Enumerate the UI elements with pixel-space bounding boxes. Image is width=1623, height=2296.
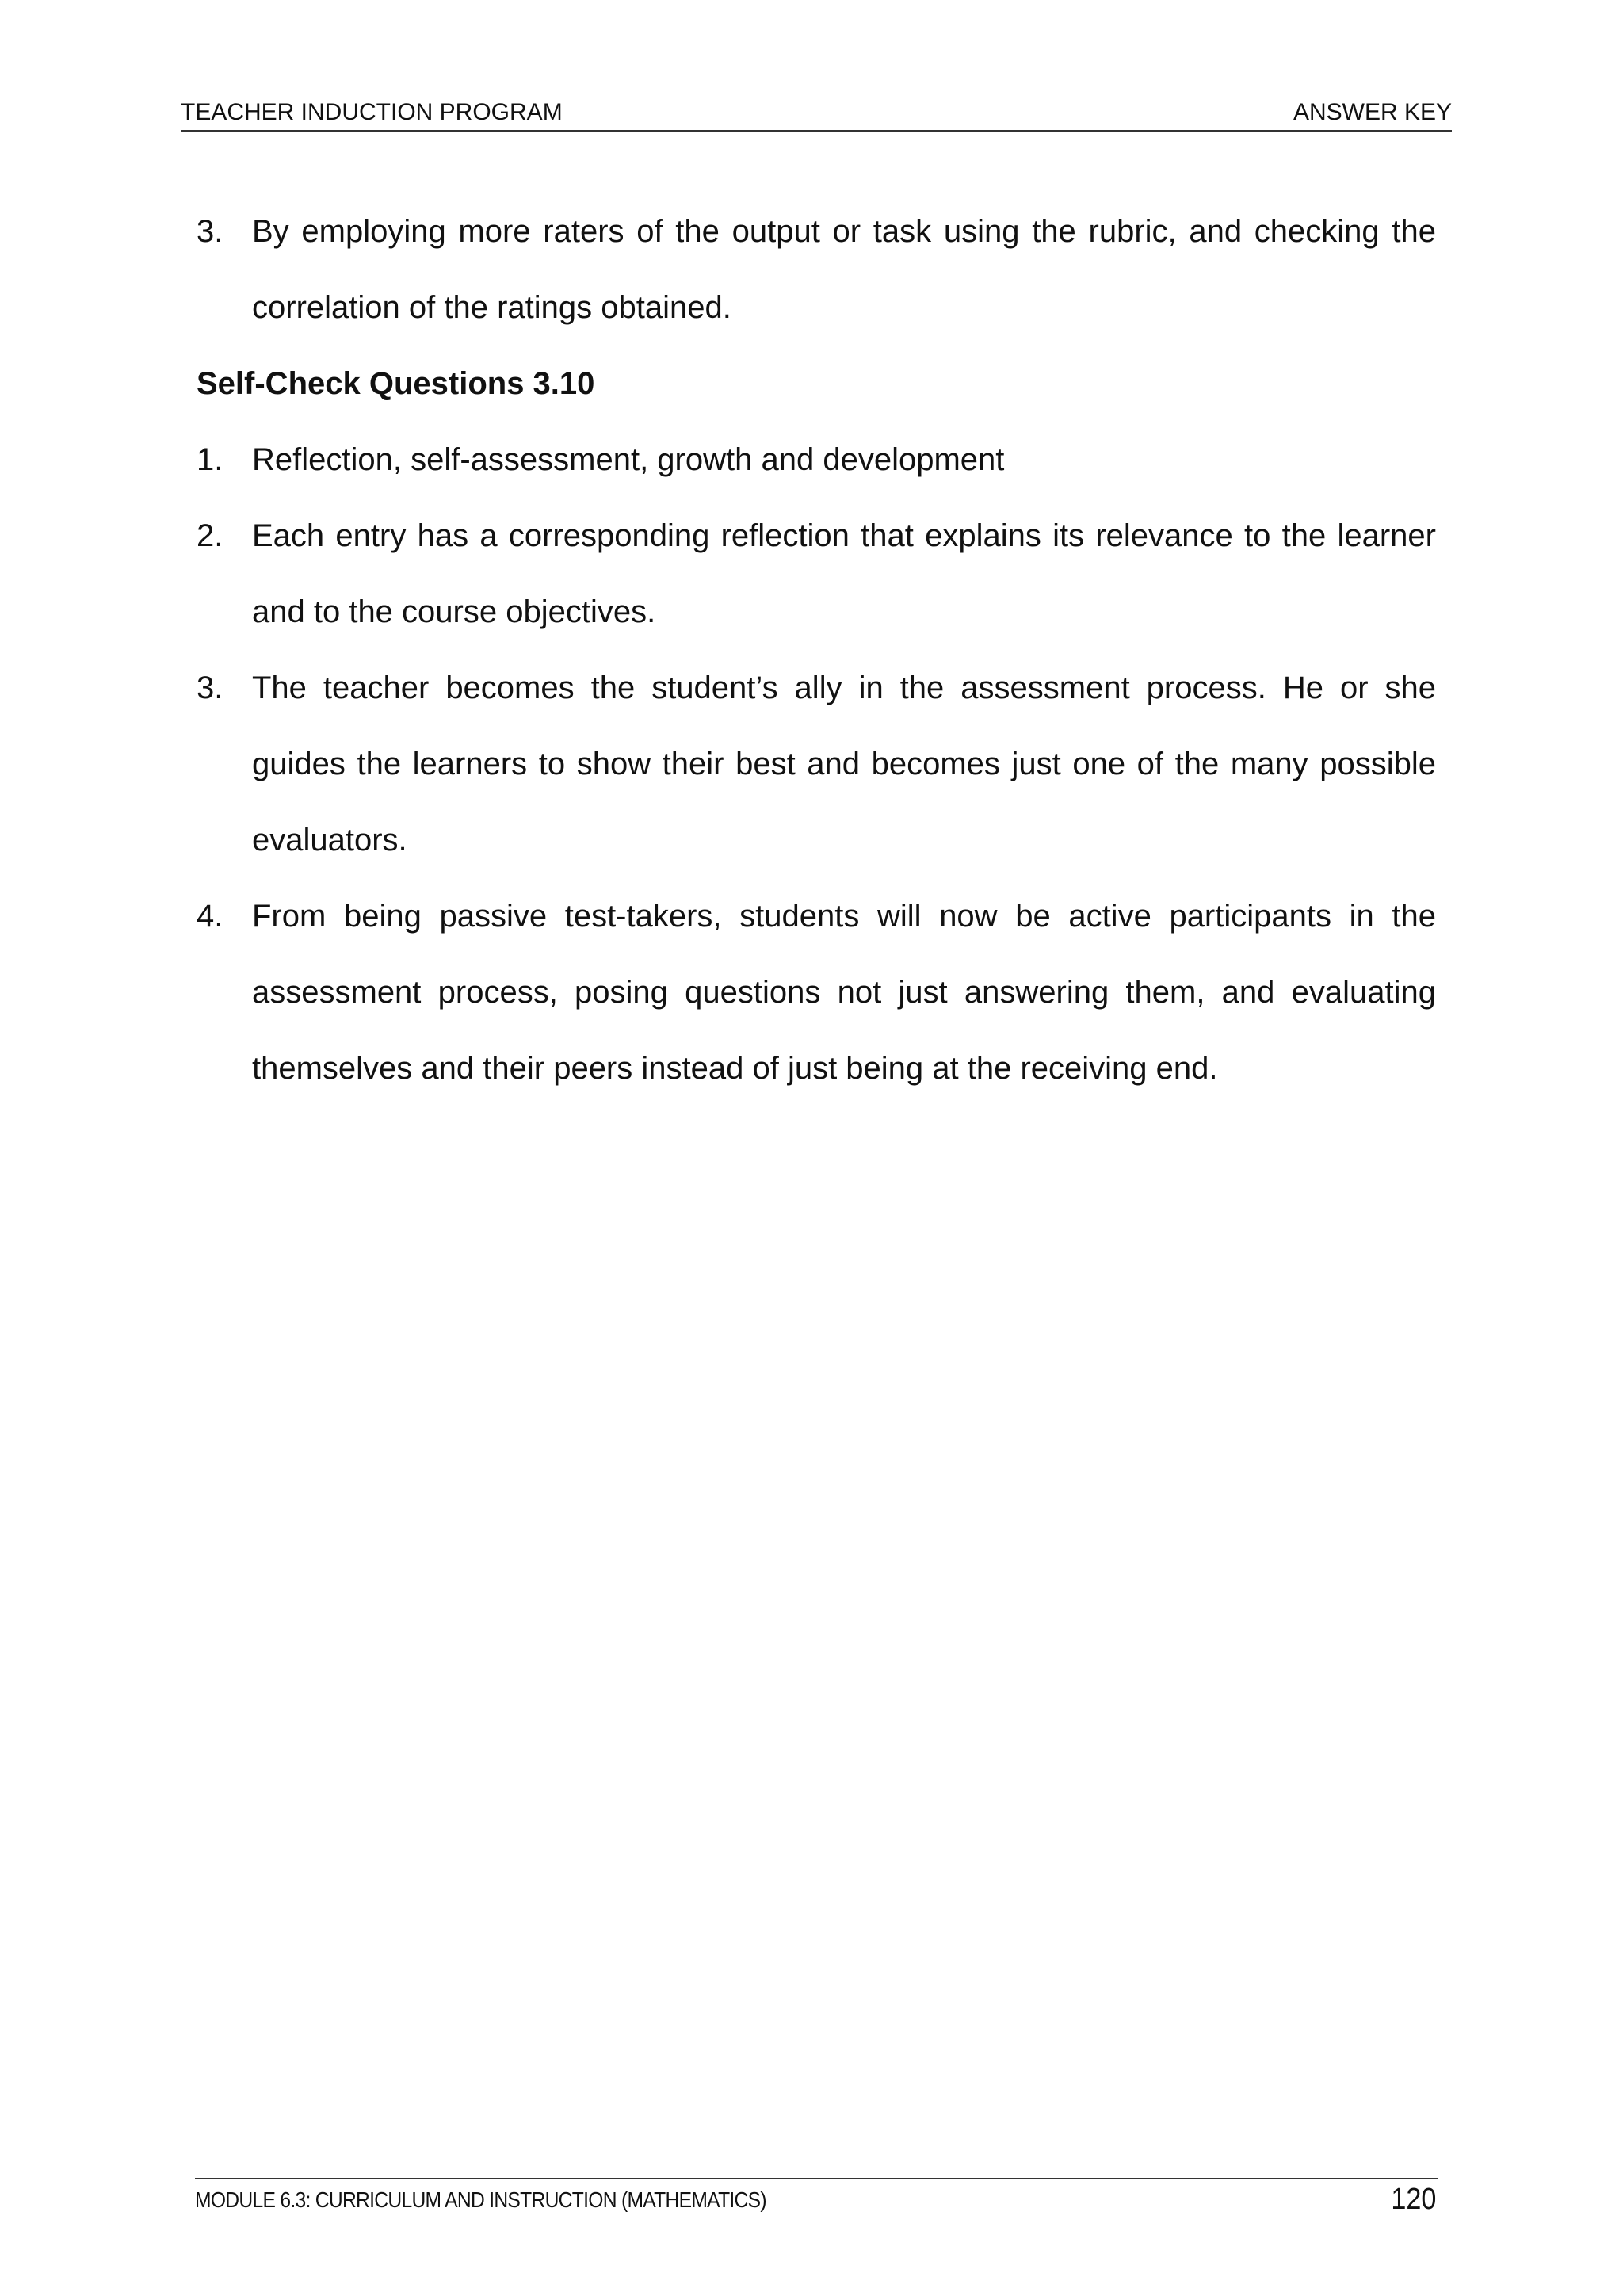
page-footer xyxy=(195,2178,1438,2227)
list-item-text: Reflection, self-assessment, growth and development xyxy=(252,442,1005,477)
section-heading: Self-Check Questions 3.10 xyxy=(197,366,595,401)
list-item-number: 3. xyxy=(197,670,223,705)
list-item-number: 3. xyxy=(197,214,223,249)
list-item-text: The teacher becomes the student’s ally in the assessment process. He or she guides the learners to show their best and becomes just one of the many possible evaluators. xyxy=(252,670,1436,858)
list-item xyxy=(197,498,1436,650)
list-item xyxy=(197,650,1436,878)
list-item xyxy=(197,422,1436,498)
list-item-number: 2. xyxy=(197,518,223,553)
header-section-title: ANSWER KEY xyxy=(1293,99,1452,125)
list-item xyxy=(197,193,1436,346)
list-item-number: 1. xyxy=(197,442,223,477)
list-item-text: Each entry has a corresponding reflection that explains its relevance to the learner and to the course objectives. xyxy=(252,518,1436,629)
list-item-text: From being passive test-takers, students will now be active participants in the assessment process, posing questions not just answering them, and evaluating themselves and their peers instead of just being at the receiving end. xyxy=(252,899,1436,1086)
footer-module-title: MODULE 6.3: CURRICULUM AND INSTRUCTION (MATHEMATICS) xyxy=(195,2187,766,2212)
list-item-text: By employing more raters of the output or task using the rubric, and checking the correlation of the ratings obtained. xyxy=(252,214,1436,325)
header-program-title: TEACHER INDUCTION PROGRAM xyxy=(181,99,563,125)
page-number: 120 xyxy=(1390,2183,1436,2216)
document-body xyxy=(197,193,1436,1106)
list-item-number: 4. xyxy=(197,899,223,934)
list-item xyxy=(197,878,1436,1106)
page-header xyxy=(181,95,1452,132)
